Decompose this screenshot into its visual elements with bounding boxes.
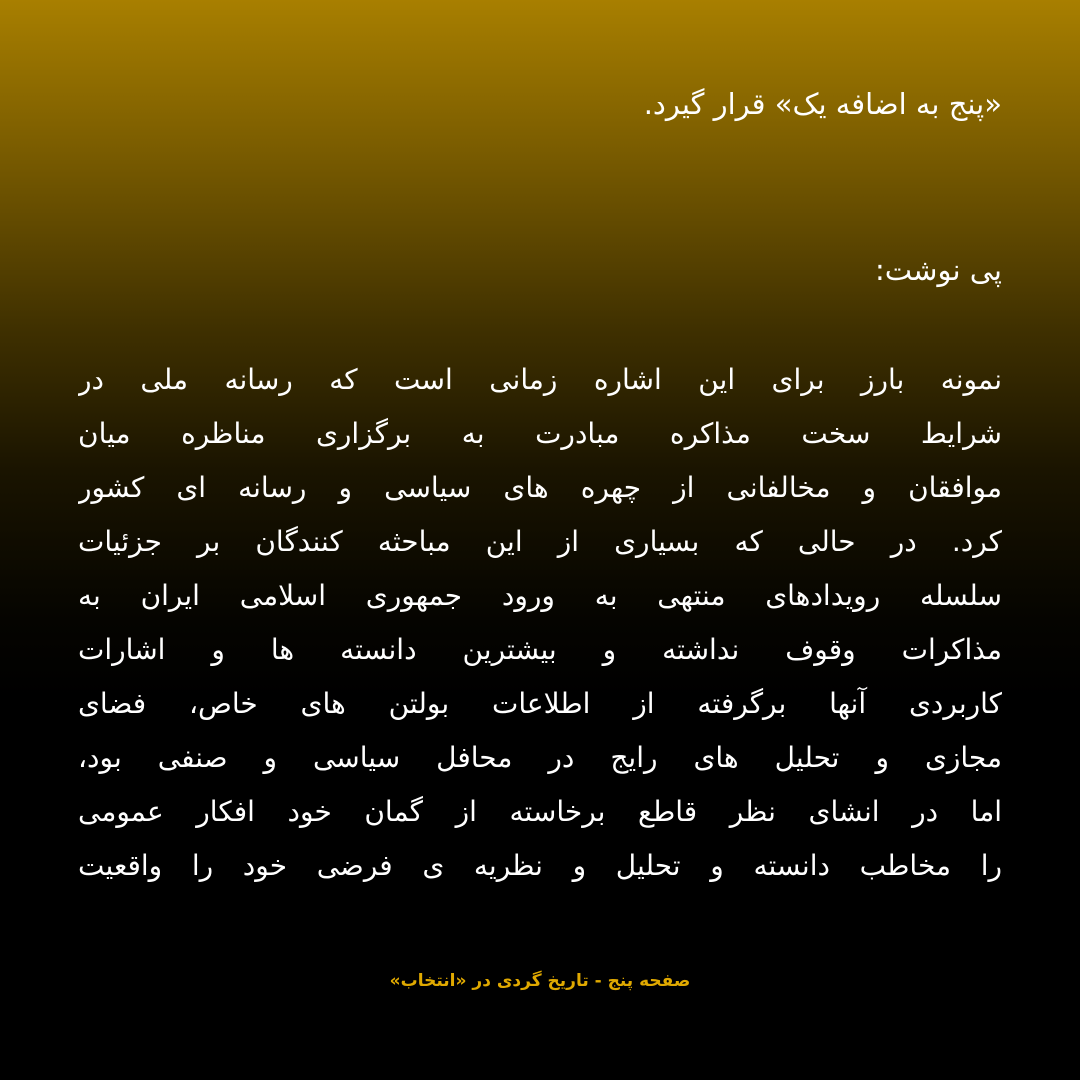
body-line: اما در انشای نظر قاطع برخاسته از گمان خود افکار عمومی <box>78 795 1002 828</box>
note-heading: پی نوشت: <box>874 253 1002 287</box>
note-body <box>78 353 1002 893</box>
page-footer-credit: صفحه پنج - تاریخ گردی در «انتخاب» <box>389 971 691 991</box>
body-line: مجازی و تحلیل های رایج در محافل سیاسی و صنفی بود، <box>78 741 1002 774</box>
lead-line: «پنج به اضافه یک» قرار گیرد. <box>643 87 1002 121</box>
body-line: را مخاطب دانسته و تحلیل و نظریه ی فرضی خود را واقعیت <box>78 849 1002 882</box>
body-line: موافقان و مخالفانی از چهره های سیاسی و رسانه ای کشور <box>78 471 1002 504</box>
body-line: مذاکرات وقوف نداشته و بیشترین دانسته ها و اشارات <box>78 633 1002 666</box>
body-line: شرایط سخت مذاکره مبادرت به برگزاری مناظره میان <box>78 417 1002 450</box>
body-line: کرد. در حالی که بسیاری از این مباحثه کنندگان بر جزئیات <box>78 525 1002 558</box>
body-line: نمونه بارز برای این اشاره زمانی است که رسانه ملی در <box>78 363 1002 396</box>
body-line: سلسله رویدادهای منتهی به ورود جمهوری اسلامی ایران به <box>78 579 1002 612</box>
body-line: کاربردی آنها برگرفته از اطلاعات بولتن های خاص، فضای <box>78 687 1002 720</box>
